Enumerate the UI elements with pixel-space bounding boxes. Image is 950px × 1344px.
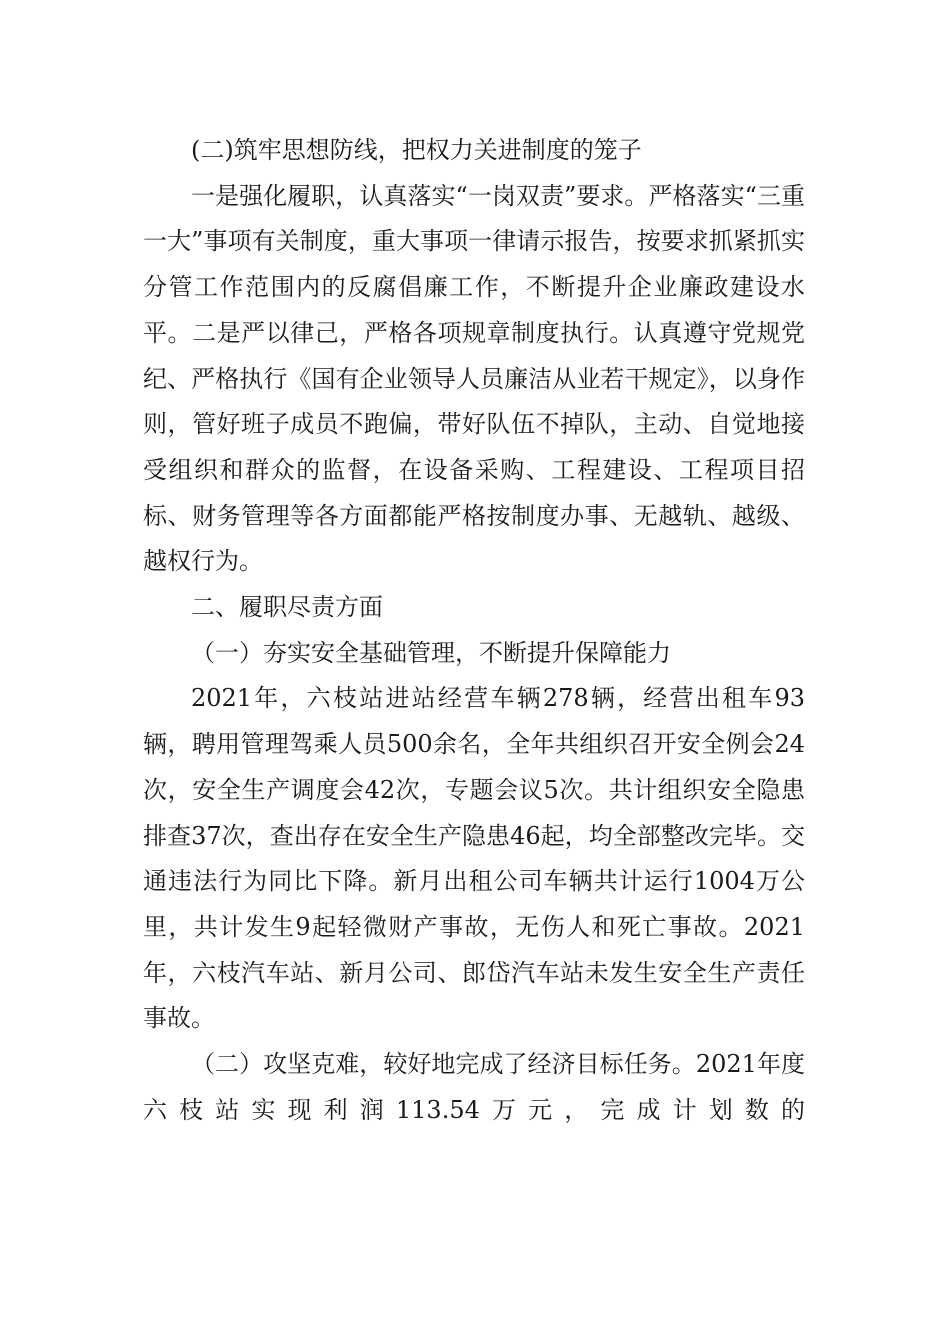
body-paragraph: 2021年，六枝站进站经营车辆278辆，经营出租车93辆，聘用管理驾乘人员500余名，全年共组织召开安全例会24次，安全生产调度会42次，专题会议5次。共计组织安全隐患排查37次，查出存在安全生产隐患46起，均全部整改完毕。交通违法行为同比下降。新月出租公司车辆共计运行1004万公里，共计发生9起轻微财产事故，无伤人和死亡事故。2021年，六枝汽车站、新月公司、郎岱汽车站未发生安全生产责任事故。 <box>143 684 805 1033</box>
body-paragraph: （二）攻坚克难，较好地完成了经济目标任务。2021年度六枝站实现利润113.54万元，完成计划数的 <box>143 1050 805 1124</box>
subsection-heading: （一）夯实安全基础管理，不断提升保障能力 <box>191 638 671 667</box>
body-paragraph: 一是强化履职，认真落实“一岗双责”要求。严格落实“三重一大”事项有关制度，重大事项一律请示报告，按要求抓紧抓实分管工作范围内的反腐倡廉工作，不断提升企业廉政建设水平。二是严以律己，严格各项规章制度执行。认真遵守党规党纪、严格执行《国有企业领导人员廉洁从业若干规定》，以身作则，管好班子成员不跑偏，带好队伍不掉队，主动、自觉地接受组织和群众的监督，在设备采购、工程建设、工程项目招标、财务管理等各方面都能严格按制度办事、无越轨、越级、越权行为。 <box>143 181 805 576</box>
section-heading: 二、履职尽责方面 <box>191 593 383 622</box>
section-heading: (二)筑牢思想防线，把权力关进制度的笼子 <box>191 136 642 164</box>
document-body <box>143 128 805 1133</box>
